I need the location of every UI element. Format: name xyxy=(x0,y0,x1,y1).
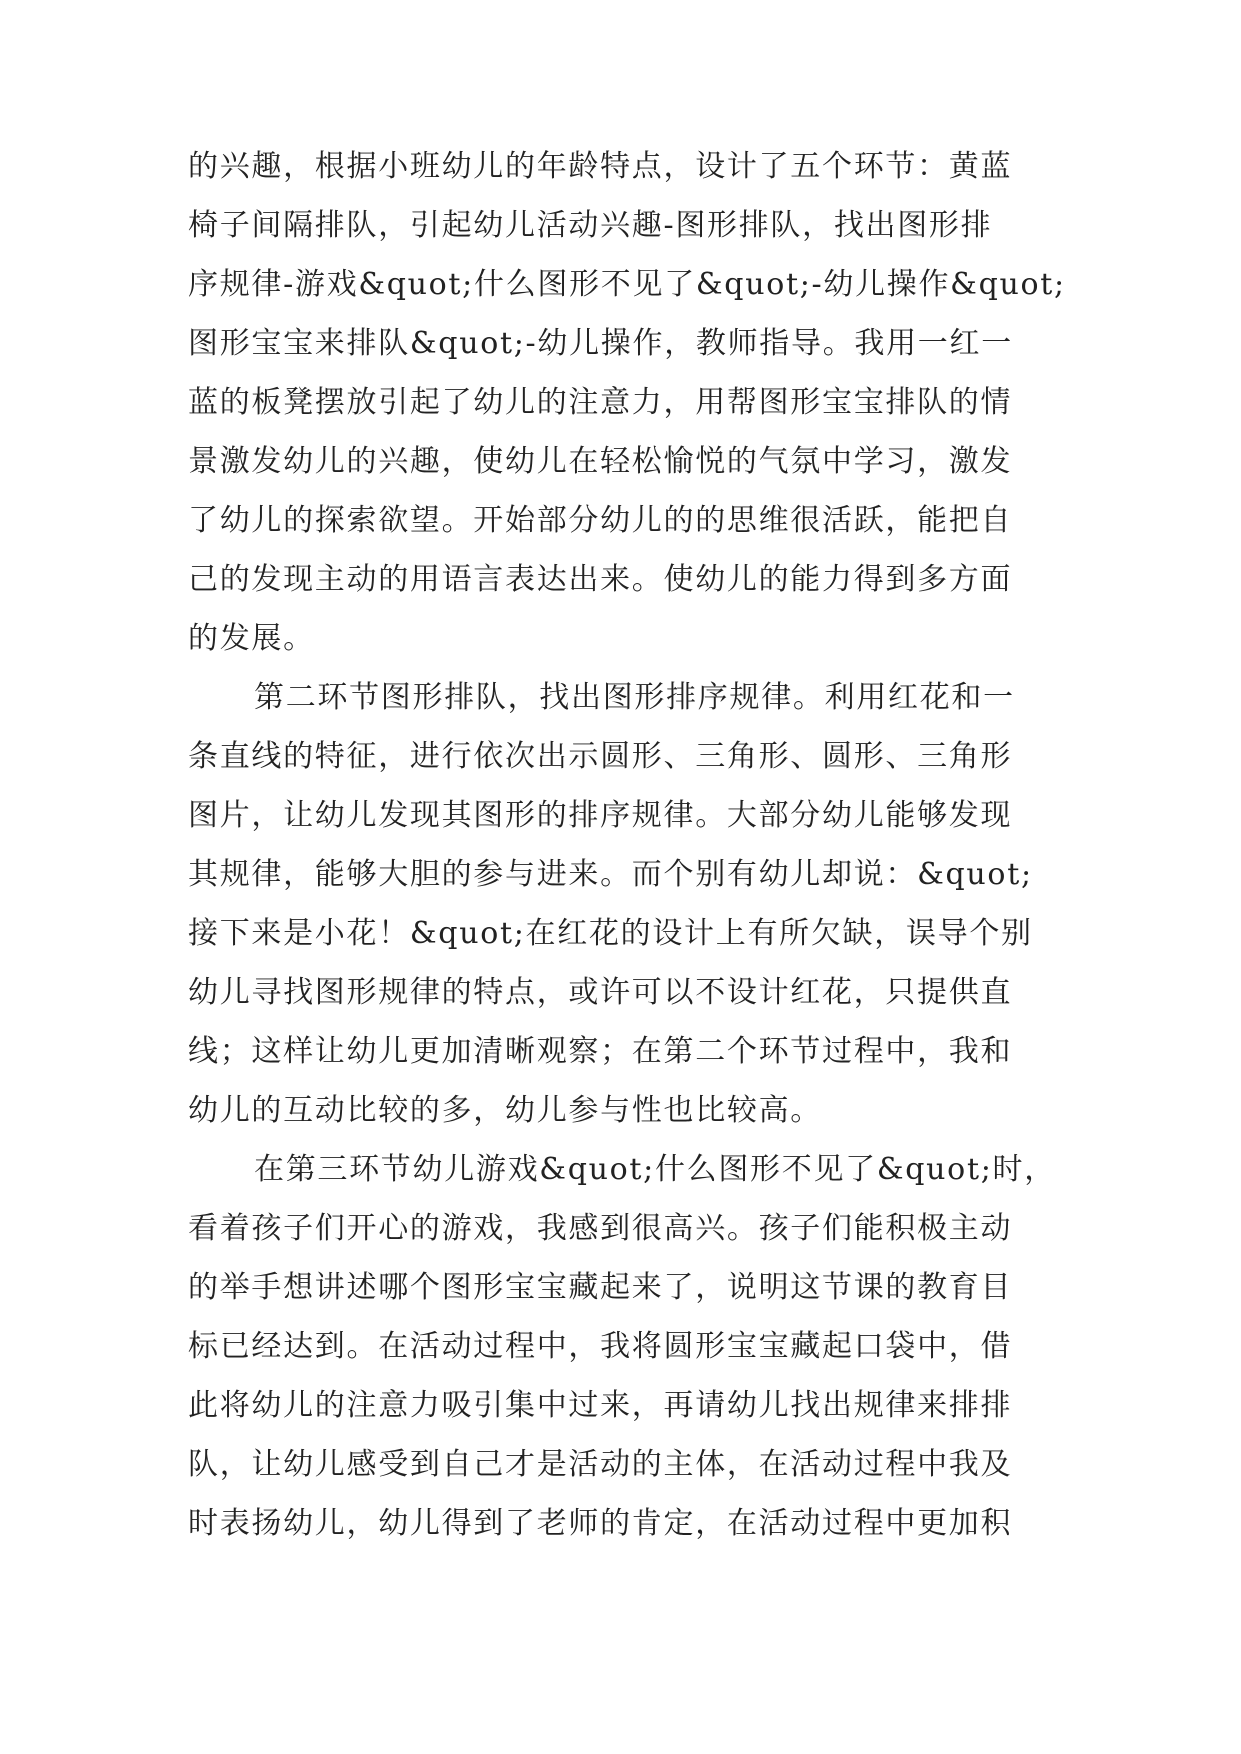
text-line: 第二环节图形排队，找出图形排序规律。利用红花和一 xyxy=(254,680,1015,715)
text-line: 蓝的板凳摆放引起了幼儿的注意力，用帮图形宝宝排队的情 xyxy=(188,385,1013,420)
text-line: 景激发幼儿的兴趣，使幼儿在轻松愉悦的气氛中学习，激发 xyxy=(188,444,1013,479)
text-line: 幼儿寻找图形规律的特点，或许可以不设计红花，只提供直 xyxy=(188,975,1013,1010)
text-line: 的兴趣，根据小班幼儿的年龄特点，设计了五个环节：黄蓝 xyxy=(188,149,1013,184)
text-line: 的发展。 xyxy=(188,621,315,656)
paragraph-3 xyxy=(188,1140,1058,1553)
text-line: 在第三环节幼儿游戏&quot;什么图形不见了&quot;时， xyxy=(254,1152,1056,1187)
text-line: 此将幼儿的注意力吸引集中过来，再请幼儿找出规律来排排 xyxy=(188,1388,1013,1423)
text-line: 看着孩子们开心的游戏，我感到很高兴。孩子们能积极主动 xyxy=(188,1211,1013,1246)
text-line: 椅子间隔排队，引起幼儿活动兴趣-图形排队，找出图形排 xyxy=(188,208,993,243)
text-line: 图片，让幼儿发现其图形的排序规律。大部分幼儿能够发现 xyxy=(188,798,1013,833)
text-line: 图形宝宝来排队&quot;-幼儿操作，教师指导。我用一红一 xyxy=(188,326,1013,361)
text-line: 幼儿的互动比较的多，幼儿参与性也比较高。 xyxy=(188,1093,822,1128)
text-line: 条直线的特征，进行依次出示圆形、三角形、圆形、三角形 xyxy=(188,739,1013,774)
text-line: 的举手想讲述哪个图形宝宝藏起来了，说明这节课的教育目 xyxy=(188,1270,1013,1305)
text-line: 标已经达到。在活动过程中，我将圆形宝宝藏起口袋中，借 xyxy=(188,1329,1013,1364)
text-line: 序规律-游戏&quot;什么图形不见了&quot;-幼儿操作&quot; xyxy=(188,267,1066,302)
paragraph-1 xyxy=(188,137,1066,668)
text-line: 己的发现主动的用语言表达出来。使幼儿的能力得到多方面 xyxy=(188,562,1013,597)
text-line: 其规律，能够大胆的参与进来。而个别有幼儿却说：&quot; xyxy=(188,857,1033,892)
text-line: 了幼儿的探索欲望。开始部分幼儿的的思维很活跃，能把自 xyxy=(188,503,1013,538)
text-line: 线；这样让幼儿更加清晰观察；在第二个环节过程中，我和 xyxy=(188,1034,1013,1069)
text-line: 时表扬幼儿，幼儿得到了老师的肯定，在活动过程中更加积 xyxy=(188,1506,1013,1541)
text-line: 队，让幼儿感受到自己才是活动的主体，在活动过程中我及 xyxy=(188,1447,1013,1482)
paragraph-2 xyxy=(188,668,1058,1140)
text-line: 接下来是小花！&quot;在红花的设计上有所欠缺，误导个别 xyxy=(188,916,1033,951)
